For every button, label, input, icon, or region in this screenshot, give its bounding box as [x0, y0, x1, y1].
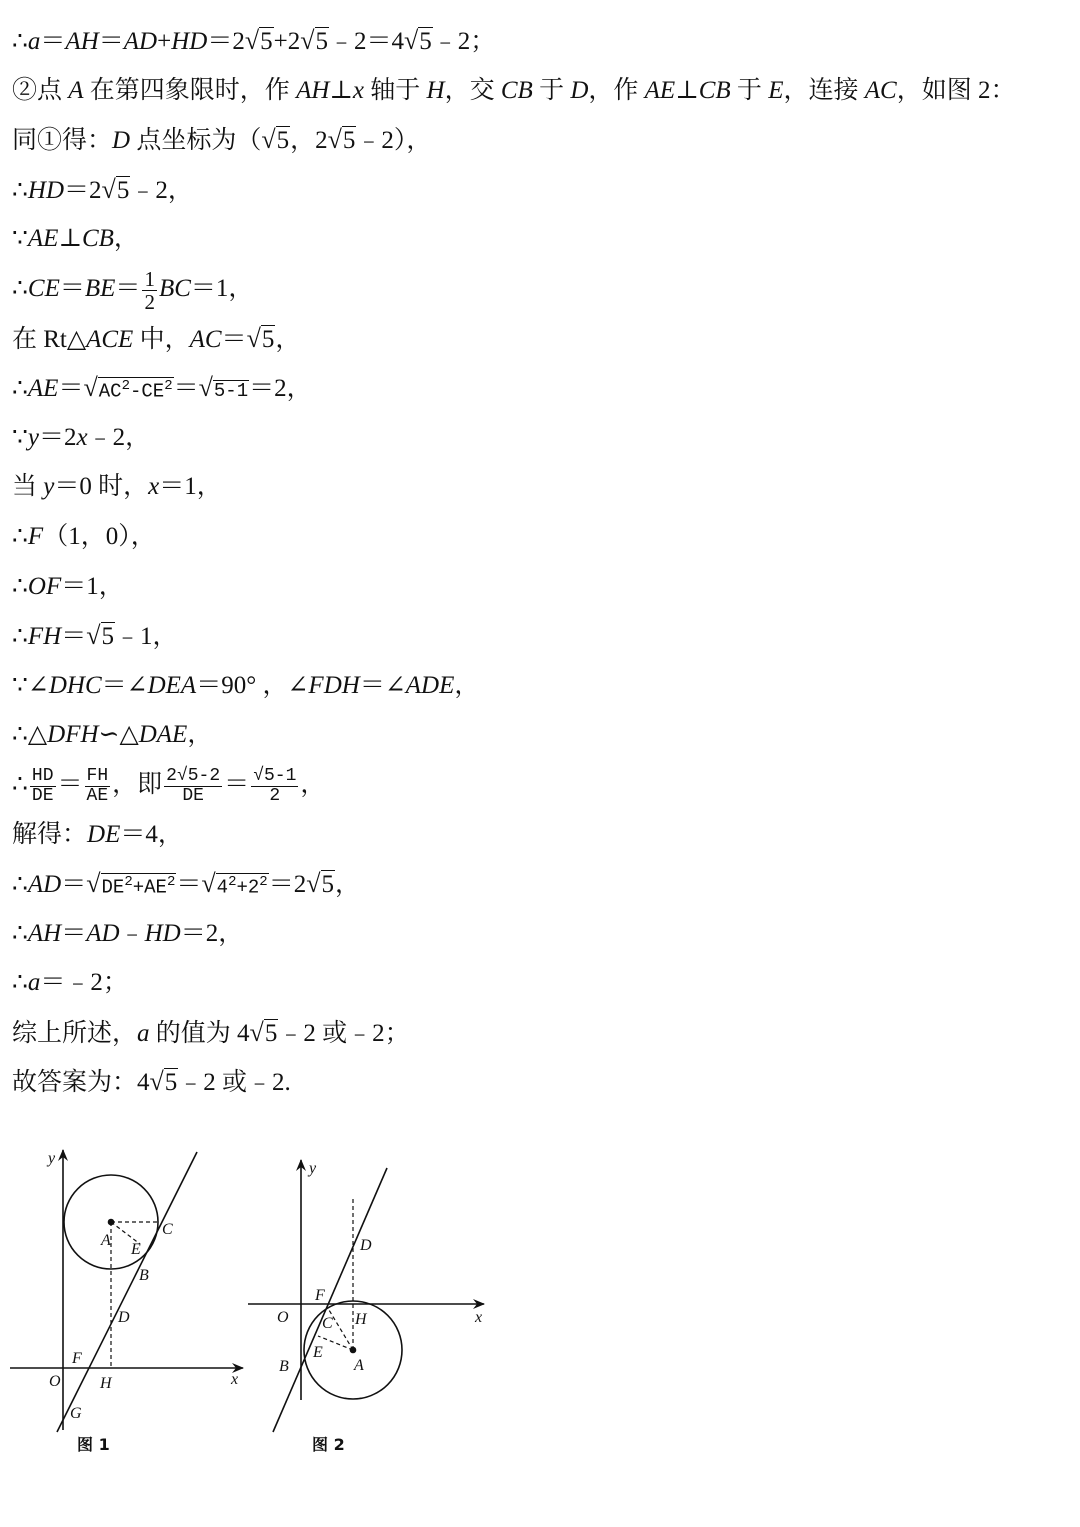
line-13: ∴FH＝√5﹣1，: [12, 621, 178, 651]
line-14: ∵∠DHC＝∠DEA＝90° ，∠FDH＝∠ADE，: [12, 671, 480, 699]
fig1-label-b: B: [139, 1267, 149, 1284]
fig2-point-a: [351, 1348, 356, 1353]
figure-1: [10, 1150, 243, 1432]
line-20: ∴a＝﹣2；: [12, 969, 128, 997]
fig1-label-o: O: [49, 1373, 61, 1390]
line-2: ②点 A 在第四象限时，作 AH⊥x 轴于 H，交 CB 于 D，作 AE⊥CB 于 E，连接 AC，如图 2：: [12, 76, 1016, 104]
line-1: ∴a＝AH＝AD+HD＝2√5+2√5﹣2＝4√5﹣2；: [12, 26, 496, 55]
fig2-label-b: B: [279, 1358, 289, 1375]
solution-text: [12, 16, 1062, 1107]
fig2-label-a: A: [354, 1357, 364, 1374]
fig1-label-c: C: [162, 1221, 173, 1238]
line-15: ∴△DFH∽△DAE，: [12, 721, 213, 749]
line-10: 当 y＝0 时，x＝1，: [12, 473, 222, 501]
fig2-dash-ae: [318, 1336, 353, 1350]
line-18: $\therefore AD=√DE^2+AE^2=√4^2+2^2=2√5$，: [12, 869, 361, 899]
line-11: ∴F（1，0），: [12, 522, 156, 550]
line-4: ∴HD＝2√5﹣2，: [12, 174, 193, 204]
line-19: ∴AH＝AD﹣HD＝2，: [12, 919, 244, 947]
fig1-label-d: D: [118, 1309, 130, 1326]
line-8: $\therefore AE=√AC^2-CE^2=√5-1=2$，: [12, 373, 312, 403]
line-22: 故答案为：4√5﹣2 或﹣2.: [12, 1067, 291, 1097]
fig1-label-e: E: [131, 1241, 141, 1258]
fig2-label-h: H: [355, 1311, 367, 1328]
line-6: ∴CE＝BE＝ $\frac{1}{2}$ BC＝1，: [12, 266, 254, 314]
figures: [0, 1140, 520, 1480]
fig2-label-e: E: [313, 1344, 323, 1361]
fig2-label-y: y: [309, 1160, 317, 1177]
line-12: ∴OF＝1，: [12, 572, 124, 600]
fig2-label-x: x: [475, 1309, 483, 1326]
line-21: 综上所述，a 的值为 4√5﹣2 或﹣2；: [12, 1017, 410, 1047]
line-17: 解得：DE＝4，: [12, 820, 183, 848]
fig1-label-a: A: [101, 1232, 111, 1249]
figures-svg: [0, 1140, 520, 1480]
fig1-label-h: H: [100, 1375, 112, 1392]
fig1-label-f: F: [72, 1350, 82, 1367]
fig2-label-c: C: [322, 1315, 333, 1332]
line-3: 同①得：D 点坐标为（√5，2√5﹣2），: [12, 125, 432, 155]
fig1-label-x: x: [231, 1371, 239, 1388]
line-16: ∴ $\frac{HD}{DE}$ ＝ $\frac{FH}{AE}$ ，即 $\frac{2√5-2}{DE}$ ＝ $\frac{√5-1}{2}$ ，: [12, 765, 326, 806]
fig1-line-cb: [57, 1152, 197, 1432]
line-9: ∵y＝2x﹣2，: [12, 423, 151, 451]
fig2-label-o: O: [277, 1309, 289, 1326]
fig1-point-a: [109, 1220, 114, 1225]
fig2-label-d: D: [360, 1237, 372, 1254]
fig1-label-y: y: [48, 1150, 56, 1167]
fig1-caption: 图 1: [77, 1435, 110, 1454]
fig2-caption: 图 2: [312, 1435, 345, 1454]
fig2-label-f: F: [315, 1287, 325, 1304]
fig1-label-g: G: [70, 1405, 82, 1422]
figure-2: [248, 1160, 484, 1432]
line-5: ∵AE⊥CB，: [12, 225, 139, 253]
line-7: 在 Rt△ACE 中，AC＝√5，: [12, 323, 301, 353]
